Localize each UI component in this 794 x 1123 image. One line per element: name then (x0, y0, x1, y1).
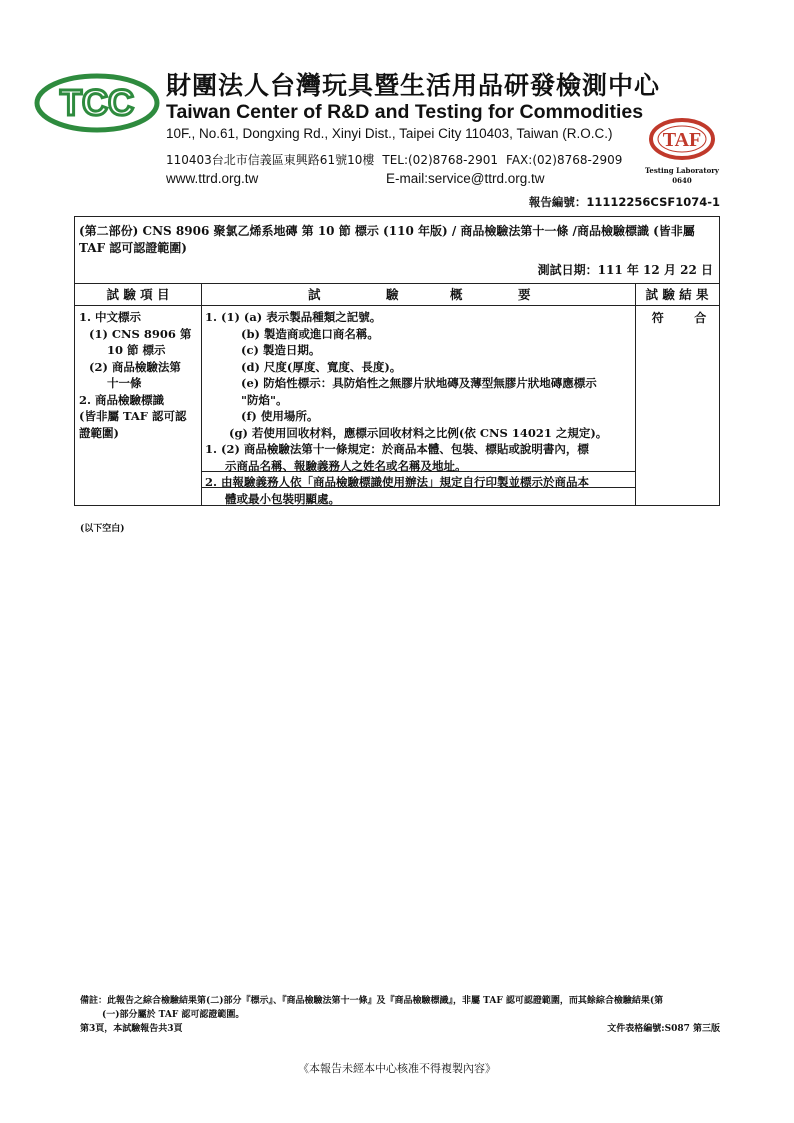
col-header-test-item: 試 驗 項 目 (106, 287, 170, 302)
summary-line: (e) 防焰性標示：具防焰性之無膠片狀地磚及薄型無膠片狀地磚應標示 (241, 376, 597, 390)
test-item: 10 節 標示 (107, 343, 166, 357)
test-summary (205, 309, 637, 507)
test-item: 十一條 (107, 376, 142, 390)
test-table (74, 216, 720, 506)
test-date: 測試日期：111 年 12 月 22 日 (537, 263, 713, 277)
row-divider (201, 487, 635, 488)
taf-number: 0640 (672, 176, 692, 185)
summary-line: (g) 若使用回收材料，應標示回收材料之比例(依 CNS 14021 之規定)。 (229, 425, 608, 440)
table-title-line1: (第二部份) CNS 8906 聚氯乙烯系地磚 第 10 節 標示 (110 年版) / 商品檢驗法第十一條 /商品檢驗標識 (皆非屬 (79, 224, 695, 238)
blank-note: (以下空白) (80, 524, 125, 534)
table-title-line2: TAF 認可認證範圍) (79, 241, 187, 255)
test-result (639, 309, 719, 326)
copyright-notice: 《本報告未經本中心核准不得複製內容》 (298, 1062, 496, 1075)
form-number: 文件表格編號:S087 第三版 (607, 1024, 720, 1034)
row-divider (201, 471, 635, 472)
summary-line: (f) 使用場所。 (241, 409, 319, 423)
org-name-zh: 財團法人台灣玩具暨生活用品研發檢測中心 (166, 71, 661, 100)
summary-line: (d) 尺度(厚度、寬度、長度)。 (241, 359, 402, 374)
result-char: 合 (694, 311, 707, 325)
tcc-logo-text: TCC (60, 82, 134, 123)
summary-line: (b) 製造商或進口商名稱。 (241, 326, 379, 341)
summary-line: 2. 由報驗義務人依「商品檢驗標識使用辦法」規定自行印製並標示於商品本 (205, 475, 590, 489)
summary-line: 1. (1) (a) 表示製品種類之記號。 (205, 310, 382, 324)
taf-caption: Testing Laboratory (644, 166, 720, 175)
test-items (79, 309, 201, 441)
test-item: (2) 商品檢驗法第 (89, 359, 181, 374)
taf-logo-text: TAF (662, 129, 702, 151)
test-item: (1) CNS 8906 第 (89, 326, 192, 341)
test-item: 1. 中文標示 (79, 310, 142, 324)
fax: FAX:(02)8768-2909 (506, 153, 623, 167)
email: E-mail:service@ttrd.org.tw (386, 171, 545, 186)
col-header-summary-3: 概 (450, 287, 463, 302)
address-zh-line (166, 151, 630, 168)
address-en: 10F., No.61, Dongxing Rd., Xinyi Dist., Taipei City 110403, Taiwan (R.O.C.) (166, 126, 613, 141)
table-divider (75, 283, 719, 284)
col-header-result: 試 驗 結 果 (645, 287, 709, 302)
org-name-en: Taiwan Center of R&D and Testing for Commodities (166, 101, 644, 123)
tcc-logo (34, 72, 160, 134)
taf-logo (648, 117, 716, 161)
table-divider (75, 305, 719, 306)
summary-line: (c) 製造日期。 (241, 343, 321, 357)
website: www.ttrd.org.tw (166, 171, 259, 186)
result-char: 符 (651, 311, 664, 325)
test-item: 2. 商品檢驗標識 (79, 392, 165, 407)
summary-line: 示商品名稱、報驗義務人之姓名或名稱及地址。 (225, 458, 467, 473)
tel: TEL:(02)8768-2901 (382, 153, 499, 167)
test-item: (皆非屬 TAF 認可認 (79, 409, 187, 423)
footnote-line2: (一)部分屬於 TAF 認可認證範圍。 (102, 1010, 245, 1020)
table-title (79, 223, 715, 257)
summary-line: "防焰"。 (241, 392, 288, 407)
test-item: 證範圍) (79, 425, 119, 440)
page-info: 第3頁，本試驗報告共3頁 (80, 1024, 183, 1034)
col-header-summary-4: 要 (518, 287, 531, 302)
summary-line: 1. (2) 商品檢驗法第十一條規定：於商品本體、包裝、標貼或說明書內，標 (205, 442, 589, 456)
address-zh: 110403台北市信義區東興路61號10樓 (166, 153, 375, 167)
col-header-summary-1: 試 (308, 287, 321, 302)
summary-line: 體或最小包裝明顯處。 (225, 491, 340, 506)
report-number: 報告編號：11112256CSF1074-1 (528, 195, 720, 209)
col-header-summary-2: 驗 (386, 287, 399, 302)
footnote-line1: 備註：此報告之綜合檢驗結果第(二)部分『標示』、『商品檢驗法第十一條』及『商品檢驗標識』，非屬 TAF 認可認證範圍，而其餘綜合檢驗結果(第 (80, 996, 664, 1006)
